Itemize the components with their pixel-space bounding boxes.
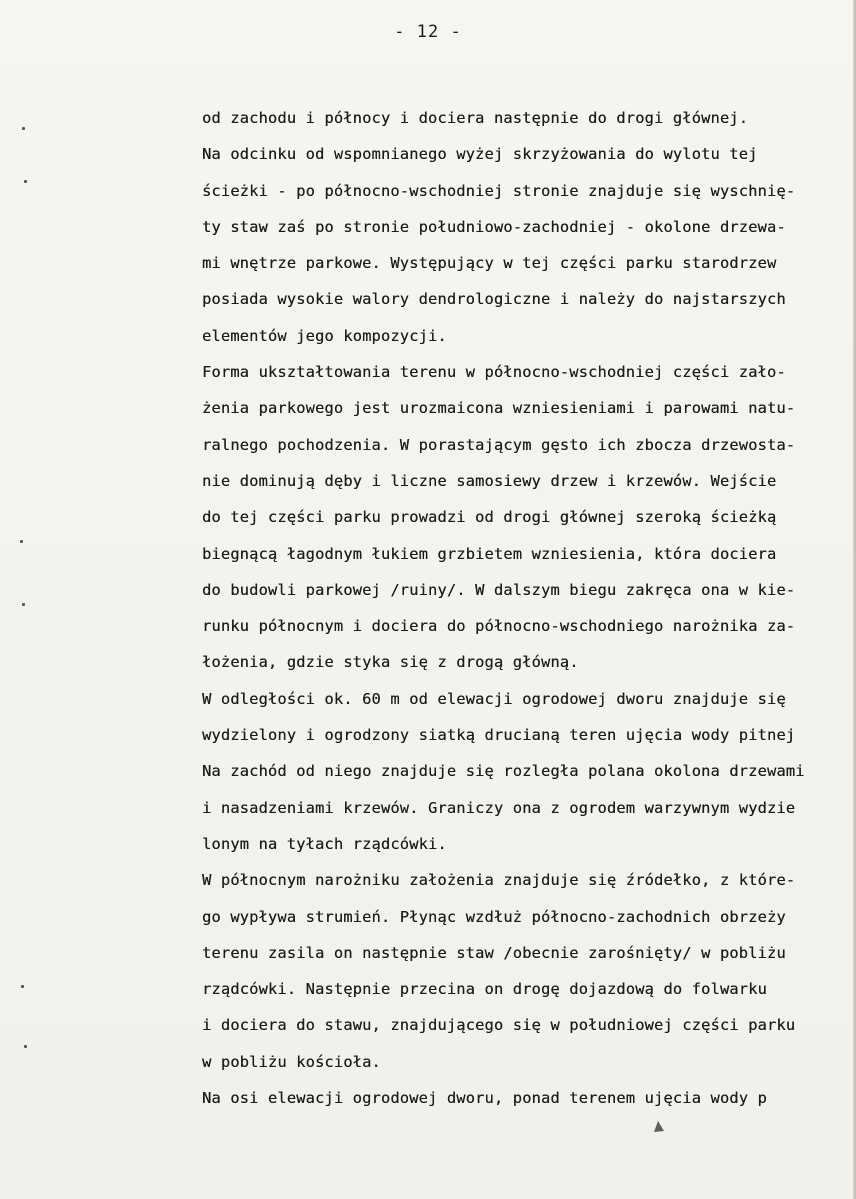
text-line: W odległości ok. 60 m od elewacji ogrodowej dworu znajduje się bbox=[202, 689, 786, 708]
margin-mark bbox=[21, 985, 24, 988]
text-line: i nasadzeniami krzewów. Graniczy ona z ogrodem warzywnym wydzie bbox=[202, 798, 796, 817]
page-number: - 12 - bbox=[394, 22, 462, 42]
text-line: wydzielony i ogrodzony siatką drucianą teren ujęcia wody pitnej bbox=[202, 726, 796, 745]
text-line: biegnącą łagodnym łukiem grzbietem wzniesienia, która dociera bbox=[202, 544, 777, 563]
text-line: posiada wysokie walory dendrologiczne i należy do najstarszych bbox=[202, 290, 786, 309]
text-line: w pobliżu kościoła. bbox=[202, 1052, 381, 1071]
text-line: elementów jego kompozycji. bbox=[202, 326, 447, 345]
text-line: mi wnętrze parkowe. Występujący w tej części parku starodrzew bbox=[202, 254, 777, 273]
text-line: W północnym narożniku założenia znajduje się źródełko, z które- bbox=[202, 871, 796, 890]
text-line: do tej części parku prowadzi od drogi głównej szeroką ścieżką bbox=[202, 508, 777, 527]
margin-mark bbox=[20, 540, 23, 543]
text-line: Na osi elewacji ogrodowej dworu, ponad terenem ujęcia wody p bbox=[202, 1089, 767, 1108]
text-line: do budowli parkowej /ruiny/. W dalszym biegu zakręca ona w kie- bbox=[202, 580, 796, 599]
text-line: i dociera do stawu, znajdującego się w południowej części parku bbox=[202, 1016, 796, 1035]
text-line: nie dominują dęby i liczne samosiewy drzew i krzewów. Wejście bbox=[202, 471, 777, 490]
text-line: Forma ukształtowania terenu w północno-wschodniej części zało- bbox=[202, 363, 786, 382]
text-line: ty staw zaś po stronie południowo-zachodniej - okolone drzewa- bbox=[202, 217, 786, 236]
body-text bbox=[202, 100, 856, 1116]
text-line: ralnego pochodzenia. W porastającym gęsto ich zbocza drzewosta- bbox=[202, 435, 796, 454]
text-line: łożenia, gdzie styka się z drogą główną. bbox=[202, 653, 579, 672]
text-line: ścieżki - po północno-wschodniej stronie znajduje się wyschnię- bbox=[202, 181, 796, 200]
margin-mark bbox=[24, 180, 27, 183]
text-line: runku północnym i dociera do północno-wschodniego narożnika za- bbox=[202, 617, 796, 636]
text-line: od zachodu i północy i dociera następnie do drogi głównej. bbox=[202, 109, 749, 127]
text-line: żenia parkowego jest urozmaicona wzniesieniami i parowami natu- bbox=[202, 399, 796, 418]
text-line: rządcówki. Następnie przecina on drogę dojazdową do folwarku bbox=[202, 980, 767, 999]
margin-mark bbox=[22, 127, 25, 130]
margin-mark bbox=[24, 1045, 27, 1048]
ink-smudge bbox=[652, 1118, 666, 1134]
text-line: Na zachód od niego znajduje się rozległa polana okolona drzewami bbox=[202, 762, 805, 781]
text-line: terenu zasila on następnie staw /obecnie zarośnięty/ w pobliżu bbox=[202, 943, 786, 962]
margin-mark bbox=[22, 603, 25, 606]
text-line: lonym na tyłach rządcówki. bbox=[202, 834, 447, 853]
text-line: Na odcinku od wspomnianego wyżej skrzyżowania do wylotu tej bbox=[202, 145, 758, 164]
text-line: go wypływa strumień. Płynąc wzdłuż północno-zachodnich obrzeży bbox=[202, 907, 786, 926]
